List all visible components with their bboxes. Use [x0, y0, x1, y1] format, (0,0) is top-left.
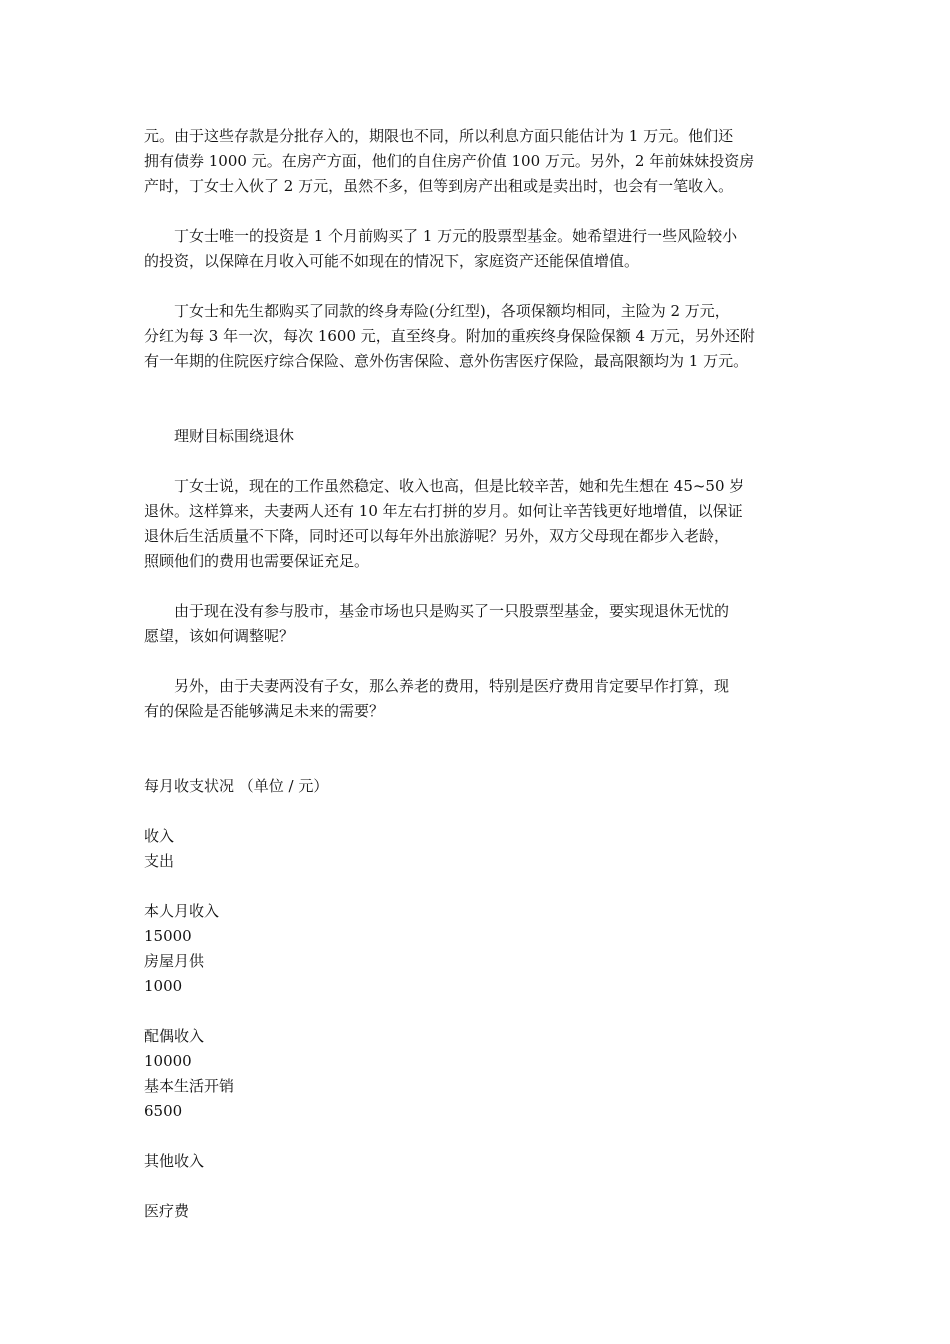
text-line: 愿望，该如何调整呢？ [144, 627, 295, 645]
text-line: 由于现在没有参与股市，基金市场也只是购买了一只股票型基金，要实现退休无忧的 [174, 602, 730, 620]
text-line: 退休后生活质量不下降，同时还可以每年外出旅游呢？另外，双方父母现在都步入老龄， [144, 527, 730, 545]
spacer [144, 724, 824, 774]
text-line: 照顾他们的费用也需要保证充足。 [144, 552, 370, 570]
paragraph-retirement [144, 474, 824, 574]
spacer [144, 874, 824, 899]
table-cell: 基本生活开销 [144, 1077, 235, 1095]
text-line: 拥有债券 1000 元。在房产方面，他们的自住房产价值 100 万元。另外，2 年前妹妹投资房 [144, 152, 755, 170]
paragraph-assets [144, 124, 824, 199]
table-row [144, 899, 824, 999]
heading-text: 理财目标围绕退休 [174, 427, 295, 445]
text-line: 有的保险是否能够满足未来的需要？ [144, 702, 385, 720]
table-header-cell: 支出 [144, 852, 175, 870]
spacer [144, 199, 824, 224]
paragraph-investment [144, 224, 824, 274]
paragraph-stock [144, 599, 824, 649]
table-row [144, 1024, 824, 1124]
text-line: 另外，由于夫妻两没有子女，那么养老的费用，特别是医疗费用肯定要早作打算，现 [174, 677, 730, 695]
table-cell: 配偶收入 [144, 1027, 205, 1045]
table-title [144, 774, 824, 799]
spacer [144, 449, 824, 474]
table-cell: 10000 [144, 1052, 192, 1070]
spacer [144, 799, 824, 824]
table-header-cell: 收入 [144, 827, 175, 845]
table-row [144, 1199, 824, 1224]
text-line: 产时，丁女士入伙了 2 万元，虽然不多，但等到房产出租或是卖出时，也会有一笔收入。 [144, 177, 734, 195]
table-cell: 房屋月供 [144, 952, 205, 970]
table-row [144, 1149, 824, 1174]
table-cell: 其他收入 [144, 1152, 205, 1170]
spacer [144, 649, 824, 674]
text-line: 有一年期的住院医疗综合保险、意外伤害保险、意外伤害医疗保险，最高限额均为 1 万元。 [144, 352, 749, 370]
paragraph-insurance [144, 299, 824, 374]
text-line: 丁女士和先生都购买了同款的终身寿险(分红型)，各项保额均相同，主险为 2 万元， [174, 302, 730, 320]
table-cell: 1000 [144, 977, 183, 995]
text-line: 分红为每 3 年一次，每次 1600 元，直至终身。附加的重疾终身保险保额 4 万元，另外还附 [144, 327, 755, 345]
spacer [144, 1124, 824, 1149]
table-cell: 15000 [144, 927, 192, 945]
text-line: 丁女士说，现在的工作虽然稳定、收入也高，但是比较辛苦，她和先生想在 45~50 岁 [174, 477, 745, 495]
table-cell: 医疗费 [144, 1202, 190, 1220]
text-line: 元。由于这些存款是分批存入的，期限也不同，所以利息方面只能估计为 1 万元。他们还 [144, 127, 734, 145]
spacer [144, 999, 824, 1024]
table-header [144, 824, 824, 874]
spacer [144, 274, 824, 299]
spacer [144, 374, 824, 424]
text-line: 的投资，以保障在月收入可能不如现在的情况下，家庭资产还能保值增值。 [144, 252, 640, 270]
document-page [144, 124, 824, 1224]
text-line: 退休。这样算来，夫妻两人还有 10 年左右打拼的岁月。如何让辛苦钱更好地增值，以保证 [144, 502, 743, 520]
paragraph-pension [144, 674, 824, 724]
section-heading [144, 424, 824, 449]
spacer [144, 574, 824, 599]
spacer [144, 1174, 824, 1199]
table-title-text: 每月收支状况 （单位 / 元） [144, 777, 329, 795]
table-cell: 本人月收入 [144, 902, 220, 920]
text-line: 丁女士唯一的投资是 1 个月前购买了 1 万元的股票型基金。她希望进行一些风险较小 [174, 227, 738, 245]
table-cell: 6500 [144, 1102, 183, 1120]
